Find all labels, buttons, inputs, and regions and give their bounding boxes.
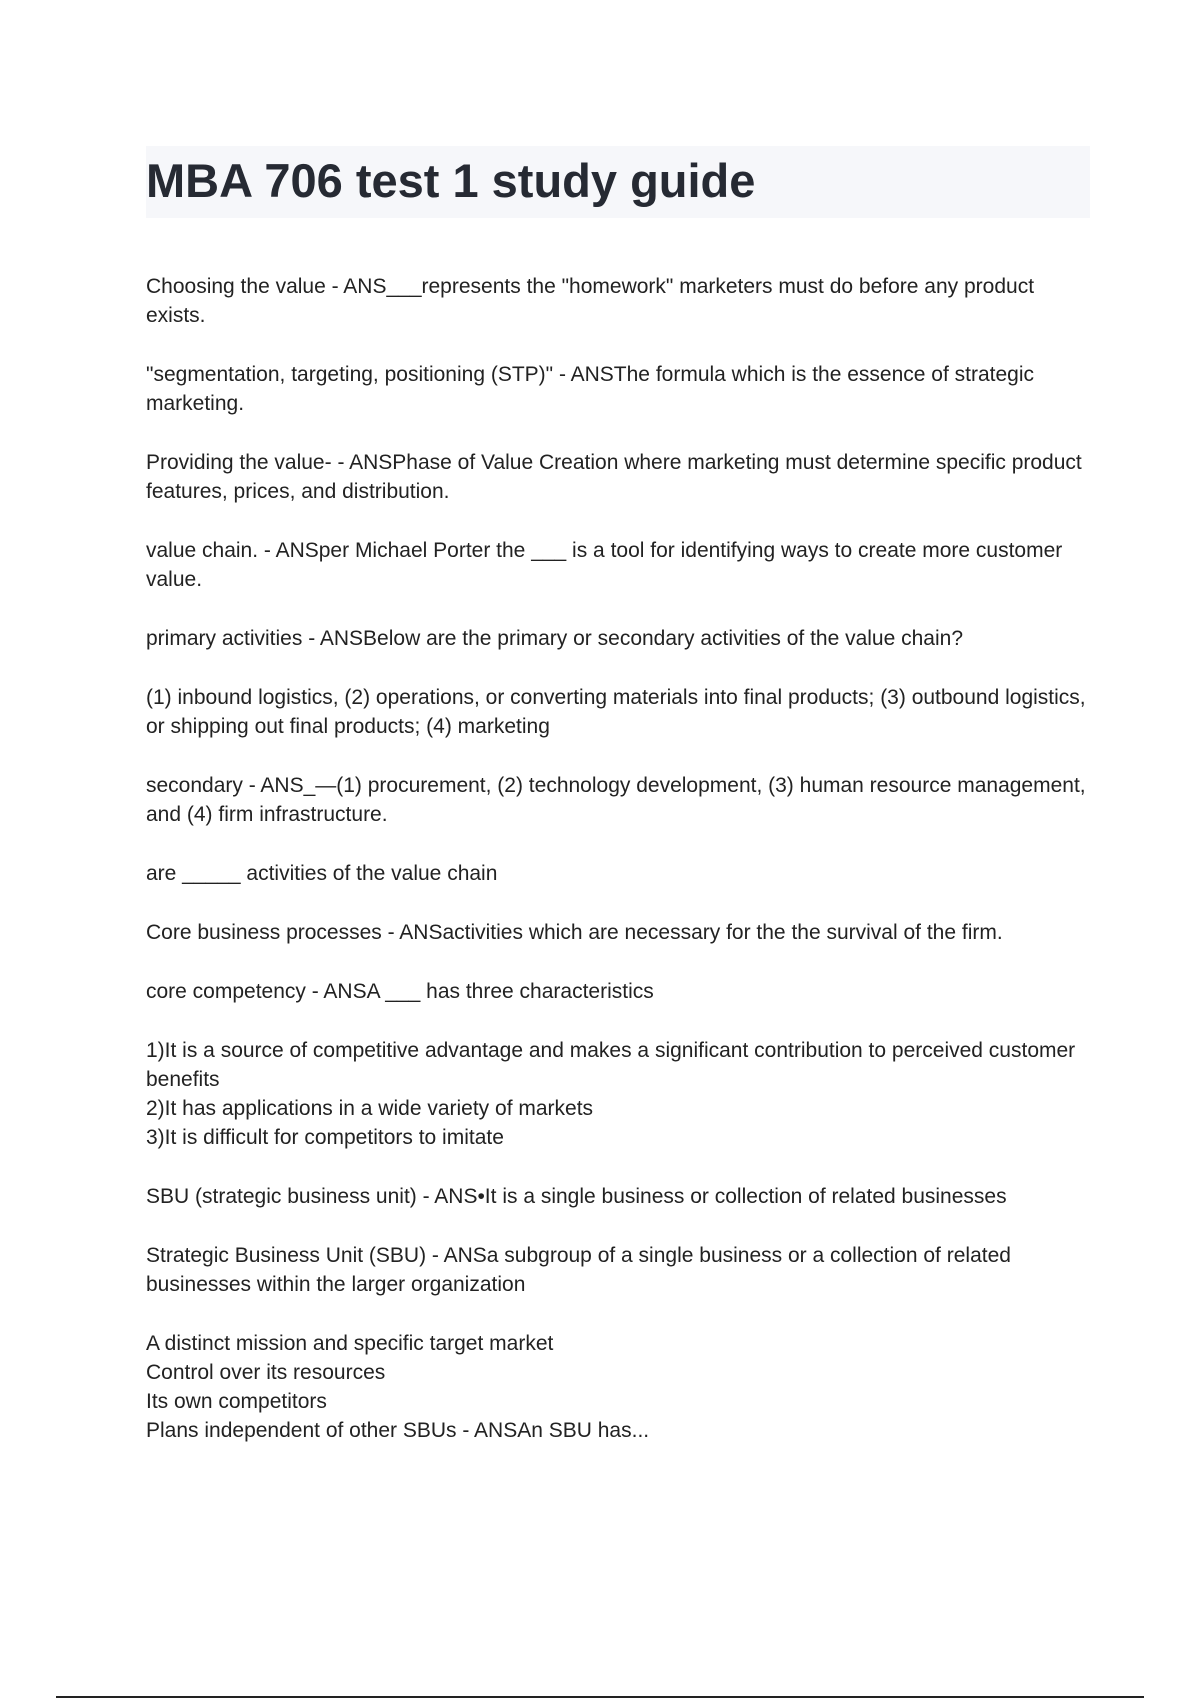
document-body xyxy=(146,272,1092,1475)
qa-paragraph: (1) inbound logistics, (2) operations, or converting materials into final products; (3) outbound logistics, or shipping out final products; (4) marketing xyxy=(146,686,1086,738)
qa-paragraph: Strategic Business Unit (SBU) - ANSa subgroup of a single business or a collection of related businesses within the larger organization xyxy=(146,1244,1011,1296)
qa-paragraph: are _____ activities of the value chain xyxy=(146,862,498,885)
qa-paragraph: primary activities - ANSBelow are the primary or secondary activities of the value chain? xyxy=(146,627,964,650)
qa-paragraph: value chain. - ANSper Michael Porter the ___ is a tool for identifying ways to create more customer value. xyxy=(146,539,1063,591)
qa-paragraph: SBU (strategic business unit) - ANS•It is a single business or collection of related businesses xyxy=(146,1185,1007,1208)
qa-paragraph: A distinct mission and specific target market Control over its resources Its own competitors Plans independent of other SBUs - ANSAn SBU has... xyxy=(146,1332,650,1442)
qa-paragraph: Providing the value- - ANSPhase of Value Creation where marketing must determine specific product features, prices, and distribution. xyxy=(146,451,1082,503)
page-bottom-rule xyxy=(56,1696,1144,1698)
qa-paragraph: core competency - ANSA ___ has three characteristics xyxy=(146,980,654,1003)
qa-paragraph: Core business processes - ANSactivities which are necessary for the the survival of the firm. xyxy=(146,921,1003,944)
qa-paragraph: secondary - ANS_—(1) procurement, (2) technology development, (3) human resource management, and (4) firm infrastructure. xyxy=(146,774,1086,826)
document-title: MBA 706 test 1 study guide xyxy=(146,154,756,207)
qa-paragraph: Choosing the value - ANS___represents the "homework" marketers must do before any product exists. xyxy=(146,275,1035,327)
qa-paragraph: 1)It is a source of competitive advantage and makes a significant contribution to perceived customer benefits 2)It has applications in a wide variety of markets 3)It is difficult for competitors to imitate xyxy=(146,1039,1076,1149)
title-band xyxy=(146,146,1090,218)
qa-paragraph: "segmentation, targeting, positioning (STP)" - ANSThe formula which is the essence of strategic marketing. xyxy=(146,363,1034,415)
